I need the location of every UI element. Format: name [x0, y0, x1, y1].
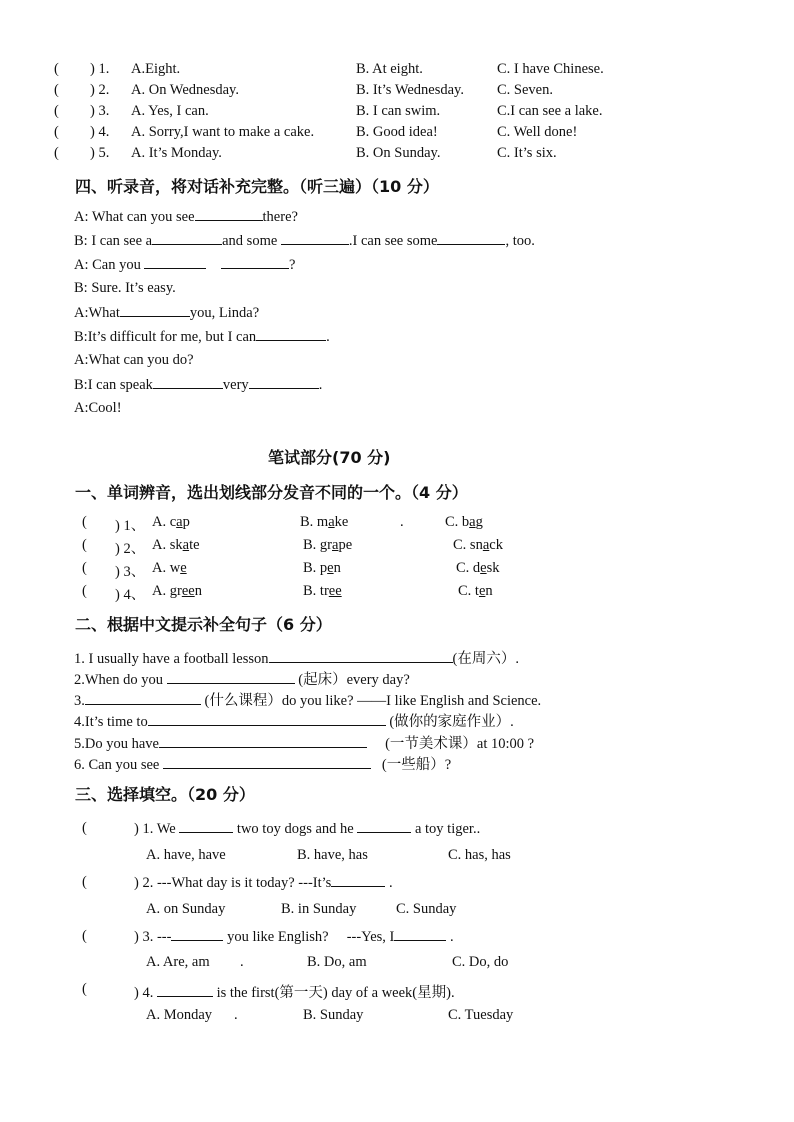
answer-blank[interactable] [148, 713, 386, 726]
answer-blank[interactable] [159, 735, 367, 748]
answer-blank[interactable] [157, 984, 213, 997]
dialogue-line: B:I can speak very . [74, 377, 323, 393]
option-b: B. On Sunday. [356, 145, 441, 161]
answer-blank[interactable] [153, 376, 223, 389]
dialogue-line: A:What can you do? [74, 352, 194, 368]
option-b: B. I can swim. [356, 103, 441, 119]
separator-dot: . [240, 954, 244, 970]
dialogue-line: B: Sure. It’s easy. [74, 280, 176, 296]
sentence: 5.Do you have (一节美术课）at 10:00 ? [74, 736, 535, 752]
option-c: C. has, has [448, 847, 511, 863]
answer-blank[interactable] [221, 256, 289, 269]
paren-close: ) 4、 [115, 587, 146, 603]
written-part-title: 笔试部分(70 分) [268, 448, 391, 467]
paren-open: ( [82, 560, 87, 576]
section-title: 二、根据中文提示补全句子（6 分） [75, 615, 332, 634]
option-b: B. Sunday [303, 1007, 364, 1023]
paren-open: ( [82, 514, 87, 530]
dialogue-line: A: Can you ? [74, 257, 296, 273]
option-c: C. Do, do [452, 954, 509, 970]
dialogue-line: B: I can see a and some .I can see some , too. [74, 233, 535, 249]
paren-open: ( [82, 928, 87, 944]
option-a: A. Are, am [146, 954, 210, 970]
option-a: A. have, have [146, 847, 226, 863]
answer-blank[interactable] [152, 232, 222, 245]
paren-open: ( [82, 583, 87, 599]
paren-close: ) 2、 [115, 541, 146, 557]
answer-blank[interactable] [256, 328, 326, 341]
paren-open: ( [82, 981, 87, 997]
option-c: C. I have Chinese. [497, 61, 604, 77]
option-c: C. desk [456, 560, 500, 576]
sentence: 3. (什么课程）do you like? ——I like English and Science. [74, 693, 542, 709]
paren-open: ( [54, 124, 59, 140]
option-c: C. Seven. [497, 82, 553, 98]
answer-blank[interactable] [120, 304, 190, 317]
answer-blank[interactable] [144, 256, 206, 269]
option-a: A. green [152, 583, 202, 599]
option-b: B. have, has [297, 847, 368, 863]
question: ) 4. is the first(第一天) day of a week(星期). [134, 985, 455, 1001]
answer-blank[interactable] [331, 874, 385, 887]
option-b: B. in Sunday [281, 901, 357, 917]
paren-close: ) 3. [90, 103, 110, 119]
option-a: A. Yes, I can. [131, 103, 209, 119]
option-a: A.Eight. [131, 61, 181, 77]
option-b: B. tree [303, 583, 342, 599]
answer-blank[interactable] [357, 820, 411, 833]
option-c: C. Tuesday [448, 1007, 514, 1023]
option-c: C. bag [445, 514, 483, 530]
paren-close: ) 4. [90, 124, 110, 140]
paren-open: ( [54, 82, 59, 98]
option-b: B. Good idea! [356, 124, 438, 140]
paren-open: ( [82, 820, 87, 836]
paren-close: ) 1、 [115, 518, 146, 534]
option-a: A. cap [152, 514, 190, 530]
option-a: A. On Wednesday. [131, 82, 239, 98]
paren-open: ( [82, 537, 87, 553]
answer-blank[interactable] [163, 756, 371, 769]
sentence: 1. I usually have a football lesson (在周六）. [74, 651, 519, 667]
sentence: 2.When do you (起床）every day? [74, 672, 410, 688]
answer-blank[interactable] [167, 671, 295, 684]
section-title: 四、听录音，将对话补充完整。（听三遍）（10 分） [75, 177, 439, 196]
dialogue-line: A: What can you see there? [74, 209, 298, 225]
option-b: B. At eight. [356, 61, 423, 77]
option-b: B. pen [303, 560, 341, 576]
option-a: A. we [152, 560, 187, 576]
answer-blank[interactable] [249, 376, 319, 389]
question: ) 2. ---What day is it today? ---It’s . [134, 875, 393, 891]
section-title: 三、选择填空。（20 分） [75, 785, 255, 804]
dialogue-line: B:It’s difficult for me, but I can . [74, 329, 330, 345]
option-b: B. make [300, 514, 349, 530]
option-c: C.I can see a lake. [497, 103, 603, 119]
dialogue-line: A:Cool! [74, 400, 122, 416]
paren-open: ( [54, 61, 59, 77]
option-a: A. Sorry,I want to make a cake. [131, 124, 315, 140]
paren-close: ) 1. [90, 61, 110, 77]
option-a: A. Monday [146, 1007, 213, 1023]
dialogue-line: A:What you, Linda? [74, 305, 260, 321]
option-a: A. skate [152, 537, 200, 553]
paren-open: ( [54, 145, 59, 161]
option-c: C. snack [453, 537, 503, 553]
answer-blank[interactable] [394, 928, 446, 941]
separator-dot: . [234, 1007, 238, 1023]
sentence: 4.It’s time to (做你的家庭作业）. [74, 714, 514, 730]
option-b: B. Do, am [307, 954, 367, 970]
answer-blank[interactable] [179, 820, 233, 833]
paren-open: ( [82, 874, 87, 890]
paren-open: ( [54, 103, 59, 119]
option-a: A. on Sunday [146, 901, 226, 917]
question: ) 3. --- you like English? ---Yes, I . [134, 929, 454, 945]
answer-blank[interactable] [195, 208, 263, 221]
separator-dot: . [400, 514, 404, 530]
paren-close: ) 2. [90, 82, 110, 98]
section-title: 一、单词辨音，选出划线部分发音不同的一个。（4 分） [75, 483, 468, 502]
answer-blank[interactable] [85, 692, 201, 705]
option-b: B. It’s Wednesday. [356, 82, 464, 98]
question: ) 1. We two toy dogs and he a toy tiger.. [134, 821, 481, 837]
answer-blank[interactable] [281, 232, 349, 245]
option-c: C. Sunday [396, 901, 457, 917]
paren-close: ) 3、 [115, 564, 146, 580]
answer-blank[interactable] [269, 650, 453, 663]
paren-close: ) 5. [90, 145, 110, 161]
answer-blank[interactable] [437, 232, 505, 245]
option-a: A. It’s Monday. [131, 145, 222, 161]
option-c: C. It’s six. [497, 145, 557, 161]
option-b: B. grape [303, 537, 353, 553]
option-c: C. ten [458, 583, 493, 599]
sentence: 6. Can you see (一些船）? [74, 757, 452, 773]
option-c: C. Well done! [497, 124, 578, 140]
answer-blank[interactable] [171, 928, 223, 941]
